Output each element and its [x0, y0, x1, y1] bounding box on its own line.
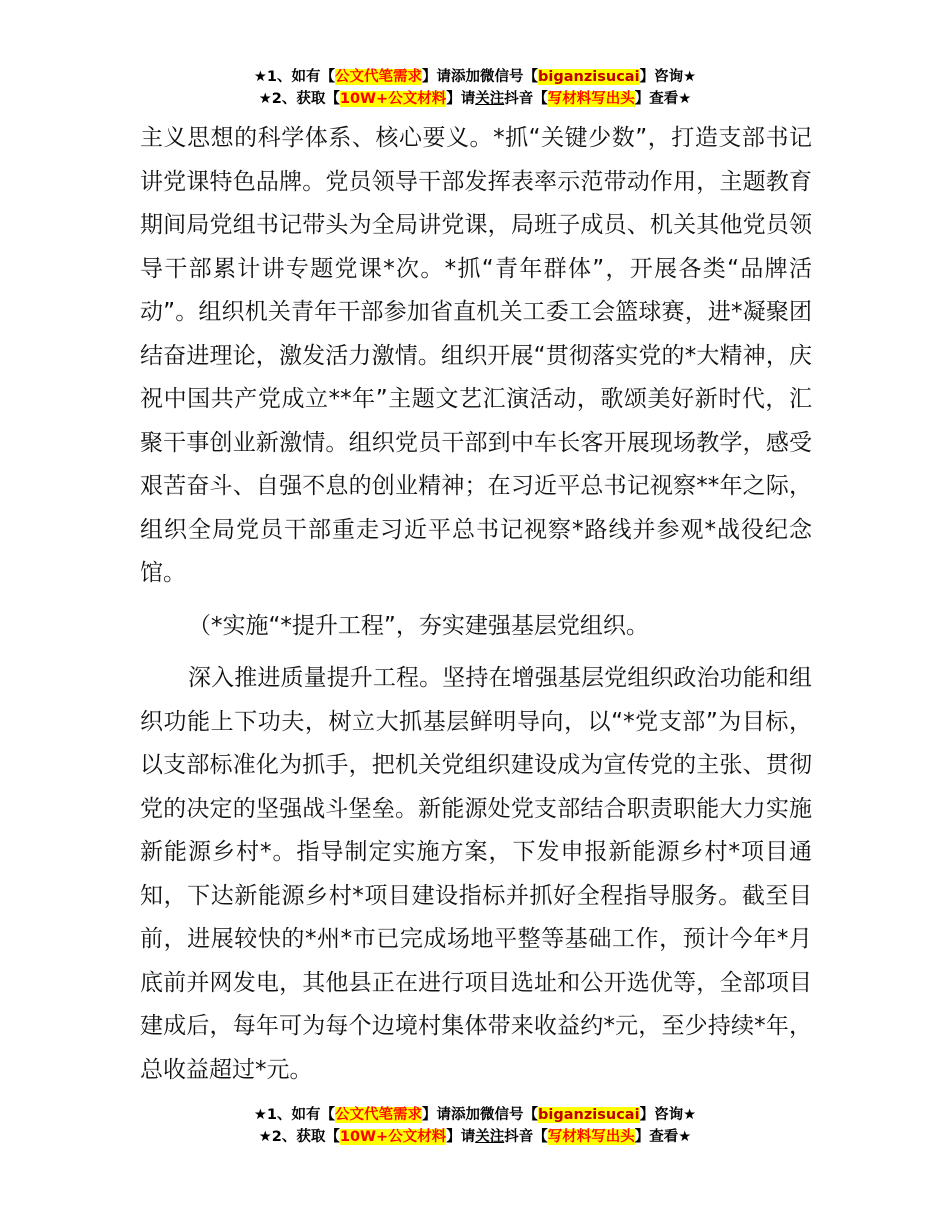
banner-highlight-wechat: biganzisucai [538, 69, 640, 85]
banner-highlight: 10W+公文材料 [339, 1129, 447, 1145]
banner-text: ★2、获取【 [258, 1129, 340, 1145]
banner-text: 抖音【 [504, 1129, 548, 1145]
banner-text: 】咨询★ [639, 1107, 697, 1123]
banner-highlight-wechat: biganzisucai [538, 1107, 640, 1123]
banner-line-2 [0, 1126, 950, 1148]
banner-highlight: 公文代笔需求 [335, 1107, 423, 1123]
paragraph: 深入推进质量提升工程。坚持在增强基层党组织政治功能和组织功能上下功夫，树立大抓基层鲜明导向，以“*党支部”为目标，以支部标准化为抓手，把机关党组织建设成为宣传党的主张、贯彻党的决定的坚强战斗堡垒。新能源处党支部结合职责职能大力实施新能源乡村*。指导制定实施方案，下发申报新能源乡村*项目通知，下达新能源乡村*项目建设指标并抓好全程指导服务。截至目前，进展较快的*州*市已完成场地平整等基础工作，预计今年*月底前并网发电，其他县正在进行项目选址和公开选优等，全部项目建成后，每年可为每个边境村集体带来收益约*元，至少持续*年，总收益超过*元。 [140, 665, 812, 1083]
banner-underlined-text: 关注 [475, 91, 505, 107]
banner-line-2 [0, 88, 950, 110]
banner-text: ★1、如有【 [253, 69, 336, 85]
banner-text: 】请 [446, 91, 476, 107]
banner-text: 抖音【 [504, 91, 548, 107]
banner-line-1 [0, 66, 950, 88]
banner-text: 】请 [446, 1129, 476, 1145]
banner-text: 】查看★ [634, 91, 692, 107]
footer-banner [0, 1104, 950, 1148]
header-banner [0, 66, 950, 110]
banner-text: 】请添加微信号【 [422, 1107, 539, 1123]
banner-text: ★1、如有【 [253, 1107, 336, 1123]
banner-highlight-douyin: 写材料写出头 [547, 1129, 635, 1145]
document-body [140, 117, 812, 1092]
banner-highlight: 10W+公文材料 [339, 91, 447, 107]
section-heading: （*实施“*提升工程”，夯实建强基层党组织。 [188, 612, 649, 639]
banner-line-1 [0, 1104, 950, 1126]
banner-text: 】查看★ [634, 1129, 692, 1145]
banner-underlined-text: 关注 [475, 1129, 505, 1145]
banner-text: 】请添加微信号【 [422, 69, 539, 85]
banner-highlight-douyin: 写材料写出头 [547, 91, 635, 107]
banner-highlight: 公文代笔需求 [335, 69, 423, 85]
paragraph: 主义思想的科学体系、核心要义。*抓“关键少数”，打造支部书记讲党课特色品牌。党员领导干部发挥表率示范带动作用，主题教育期间局党组书记带头为全局讲党课，局班子成员、机关其他党员领导干部累计讲专题党课*次。*抓“青年群体”，开展各类“品牌活动”。组织机关青年干部参加省直机关工委工会篮球赛，进*凝聚团结奋进理论，激发活力激情。组织开展“贯彻落实党的*大精神，庆祝中国共产党成立**年”主题文艺汇演活动，歌颂美好新时代，汇聚干事创业新激情。组织党员干部到中车长客开展现场教学，感受艰苦奋斗、自强不息的创业精神；在习近平总书记视察**年之际，组织全局党员干部重走习近平总书记视察*路线并参观*战役纪念馆。 [140, 125, 812, 586]
banner-text: 】咨询★ [639, 69, 697, 85]
banner-text: ★2、获取【 [258, 91, 340, 107]
